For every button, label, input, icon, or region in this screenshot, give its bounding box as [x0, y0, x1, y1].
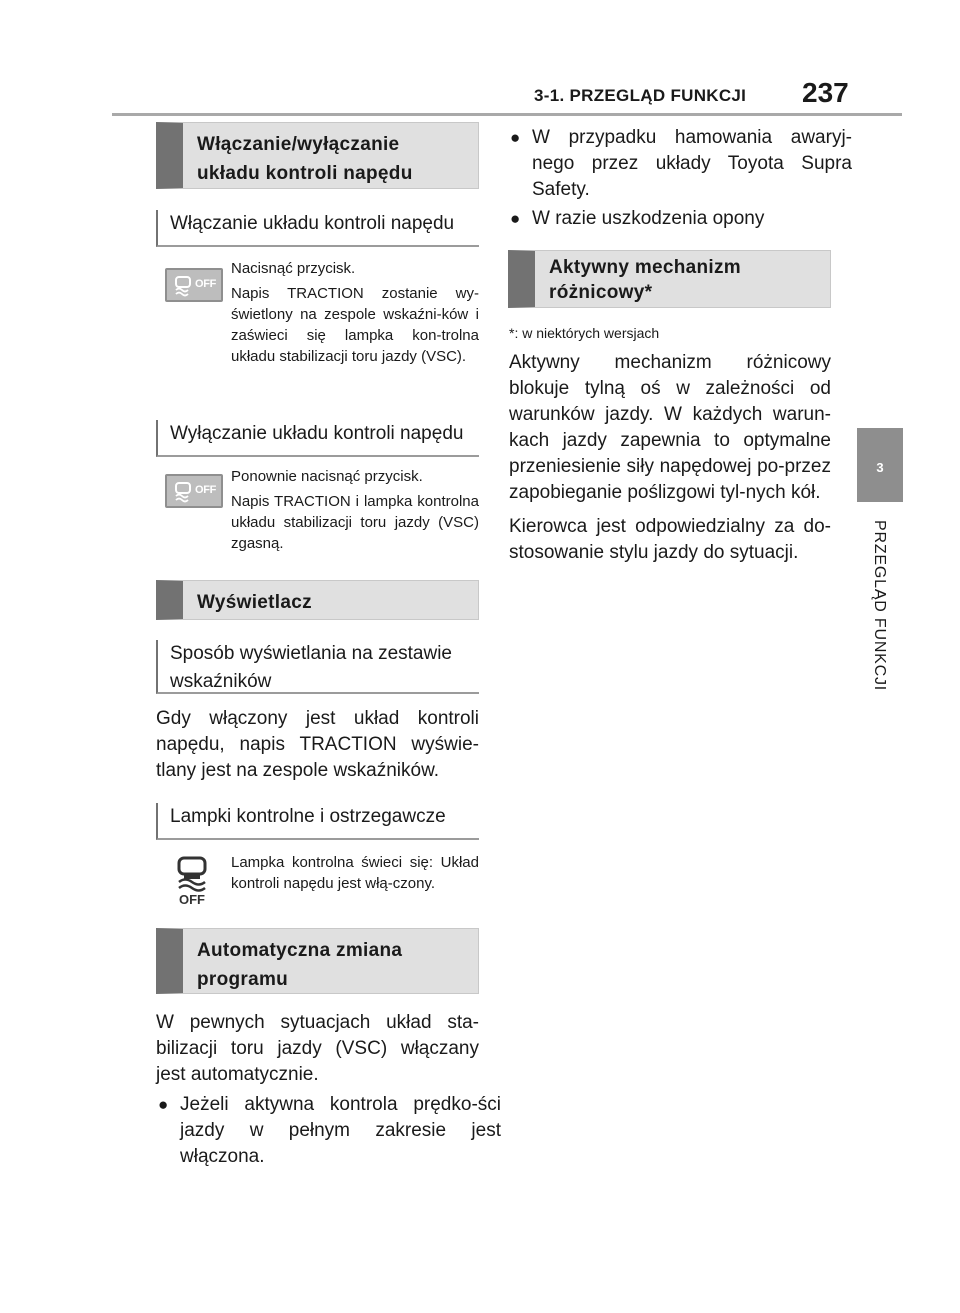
- heading-auto-program: Automatyczna zmiana programu: [156, 928, 479, 994]
- heading-active-differential: Aktywny mechanizm różnicowy*: [508, 250, 831, 308]
- chapter-label: PRZEGLĄD FUNKCJI: [871, 520, 888, 692]
- on-step-1: Nacisnąć przycisk.: [231, 260, 356, 277]
- chapter-tab: 3: [857, 428, 903, 502]
- differential-paragraphs: [509, 350, 831, 574]
- heading-display: Wyświetlacz: [156, 580, 479, 620]
- subheading-lamps: Lampki kontrolne i ostrzegawcze: [156, 803, 479, 840]
- bullet-emergency-braking: ● W przypadku hamowania awaryj-nego przez układy Toyota Supra Safety.: [510, 125, 852, 203]
- on-instructions: [231, 258, 479, 371]
- subheading-display: Sposób wyświetlania na zestawie wskaźników: [156, 640, 479, 694]
- lamp-text: Lampka kontrolna świeci się: Układ kontroli napędu jest włą-czony.: [231, 854, 479, 892]
- subheading-traction-off: Wyłączanie układu kontroli napędu: [156, 420, 479, 457]
- bullet-speed-control: ● Jeżeli aktywna kontrola prędko-ści jazdy w pełnym zakresie jest włączona.: [158, 1092, 501, 1170]
- auto-text: W pewnych sytuacjach układ sta-bilizacji toru jazdy (VSC) włączany jest automatycznie.: [156, 1012, 479, 1085]
- car-skid-icon: [173, 481, 193, 503]
- differential-text-2: Kierowca jest odpowiedzialny za do-stosowanie stylu jazdy do sytuacji.: [509, 516, 831, 563]
- auto-paragraph: [156, 1010, 479, 1096]
- page-number: 237: [802, 77, 849, 108]
- section-title: 3-1. PRZEGLĄD FUNKCJI: [534, 86, 747, 105]
- traction-button-icon-2: [165, 474, 223, 508]
- heading-traction-toggle: Włączanie/wyłączanie układu kontroli napędu: [156, 122, 479, 189]
- differential-text-1: Aktywny mechanizm różnicowy blokuje tylną oś w zależności od warunków jazdy. W każdych warun-kach jazdy zapewnia to optymalne przeniesienie siły napędowej po-przez zapobieganie poślizgowi tyl-nych kół.: [509, 352, 831, 503]
- off-label: OFF: [195, 278, 217, 290]
- on-step-2: Napis TRACTION zostanie wy-świetlony na zespole wskaźni-ków i zaświeci się lampka kon-trolna układu stabilizacji toru jazdy (VSC).: [231, 285, 479, 365]
- display-paragraph: [156, 706, 479, 792]
- lamp-description: [231, 852, 479, 898]
- display-text: Gdy włączony jest układ kontroli napędu, napis TRACTION wyświe-tlany jest na zespole wskaźników.: [156, 708, 479, 781]
- lamp-off-text: OFF: [179, 892, 205, 907]
- footnote: *: w niektórych wersjach: [509, 325, 660, 341]
- off-step-2: Napis TRACTION i lampka kontrolna układu stabilizacji toru jazdy (VSC) zgasną.: [231, 493, 479, 552]
- subheading-traction-on: Włączanie układu kontroli napędu: [156, 210, 479, 247]
- traction-off-warning-icon: [172, 855, 212, 907]
- off-step-1: Ponownie nacisnąć przycisk.: [231, 468, 423, 485]
- off-label: OFF: [195, 484, 217, 496]
- bullet-tire-damage: ● W razie uszkodzenia opony: [510, 206, 852, 232]
- header-rule: [112, 113, 902, 116]
- off-instructions: [231, 466, 479, 558]
- traction-button-icon: [165, 268, 223, 302]
- car-skid-icon: [173, 275, 193, 297]
